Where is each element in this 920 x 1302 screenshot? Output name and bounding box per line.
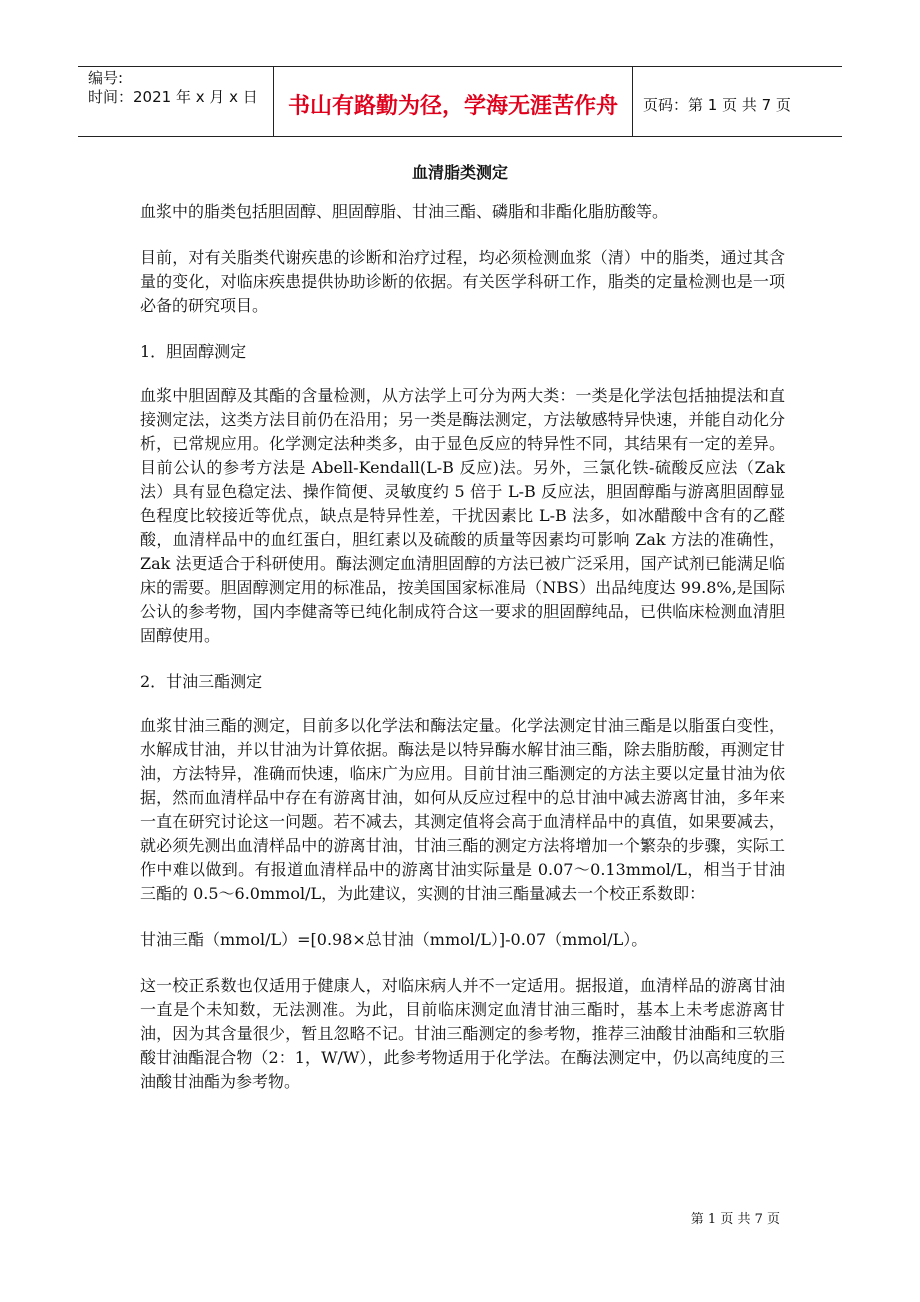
- paragraph-purpose: 目前，对有关脂类代谢疾患的诊断和治疗过程，均必须检测血浆（清）中的脂类，通过其含量的变化，对临床疾患提供协助诊断的依据。有关医学科研工作，脂类的定量检测也是一项必备的研究项目。: [140, 248, 785, 315]
- page-footer: 第 1 页 共 7 页: [690, 1212, 780, 1227]
- page-header: [78, 66, 842, 137]
- paragraph-cholesterol: 血浆中胆固醇及其酯的含量检测，从方法学上可分为两大类：一类是化学法包括抽提法和直接测定法，这类方法目前仍在沿用；另一类是酶法测定，方法敏感特异快速，并能自动化分析，已常规应用。化学测定法种类多，由于显色反应的特异性不同，其结果有一定的差异。目前公认的参考方法是 Abell-Kendall(L-B 反应)法。另外，三氯化铁-硫酸反应法（Zak 法）具有显色稳定法、操作简便、灵敏度约 5 倍于 L-B 反应法，胆固醇酯与游离胆固醇显色程度比较接近等优点，缺点是特异性差，干扰因素比 L-B 法多，如冰醋酸中含有的乙醛酸，血清样品中的血红蛋白，胆红素以及硫酸的质量等因素均可影响 Zak 方法的准确性，Zak 法更适合于科研使用。酶法测定血清胆固醇的方法已被广泛采用，国产试剂已能满足临床的需要。胆固醇测定用的标准品，按美国国家标准局（NBS）出品纯度达 99.8%,是国际公认的参考物，国内李健斋等已纯化制成符合这一要求的胆固醇纯品，已供临床检测血清胆固醇使用。: [140, 386, 785, 645]
- paragraph-correction: 这一校正系数也仅适用于健康人，对临床病人并不一定适用。据报道，血清样品的游离甘油一直是个未知数，无法测准。为此，目前临床测定血清甘油三酯时，基本上未考虑游离甘油，因为其含量很少，暂且忽略不记。甘油三酯测定的参考物，推荐三油酸甘油酯和三软脂酸甘油酯混合物（2：1，W/W），此参考物适用于化学法。在酶法测定中，仍以高纯度的三油酸甘油酯为参考物。: [140, 976, 785, 1091]
- number-label: 编号:: [88, 69, 124, 87]
- paragraph-intro: 血浆中的脂类包括胆固醇、胆固醇脂、甘油三酯、磷脂和非酯化脂肪酸等。: [140, 202, 669, 221]
- time-label: 时间：2021 年 x 月 x 日: [88, 88, 258, 106]
- section-heading-cholesterol: 1．胆固醇测定: [140, 342, 247, 361]
- formula: 甘油三酯（mmol/L）=[0.98×总甘油（mmol/L）]-0.07（mmol/L）。: [140, 930, 648, 949]
- document-title: 血清脂类测定: [411, 163, 508, 182]
- paragraph-triglyceride: 血浆甘油三酯的测定，目前多以化学法和酶法定量。化学法测定甘油三酯是以脂蛋白变性，水解成甘油，并以甘油为计算依据。酶法是以特异酶水解甘油三酯，除去脂肪酸，再测定甘油，方法特异，准确而快速，临床广为应用。目前甘油三酯测定的方法主要以定量甘油为依据，然而血清样品中存在有游离甘油，如何从反应过程中的总甘油中减去游离甘油，多年来一直在研究讨论这一问题。若不减去，其测定值将会高于血清样品中的真值，如果要减去，就必须先测出血清样品中的游离甘油，甘油三酯的测定方法将增加一个繁杂的步骤，实际工作中难以做到。有报道血清样品中的游离甘油实际量是 0.07～0.13mmol/L，相当于甘油三酯的 0.5～6.0mmol/L，为此建议，实测的甘油三酯量减去一个校正系数即：: [140, 716, 785, 903]
- motto: 书山有路勤为径，学海无涯苦作舟: [273, 67, 633, 136]
- page-label: 页码：第 1 页 共 7 页: [643, 96, 791, 114]
- header-left-cell: [78, 67, 273, 136]
- document-body: [140, 200, 785, 1116]
- section-heading-triglyceride: 2．甘油三酯测定: [140, 672, 263, 691]
